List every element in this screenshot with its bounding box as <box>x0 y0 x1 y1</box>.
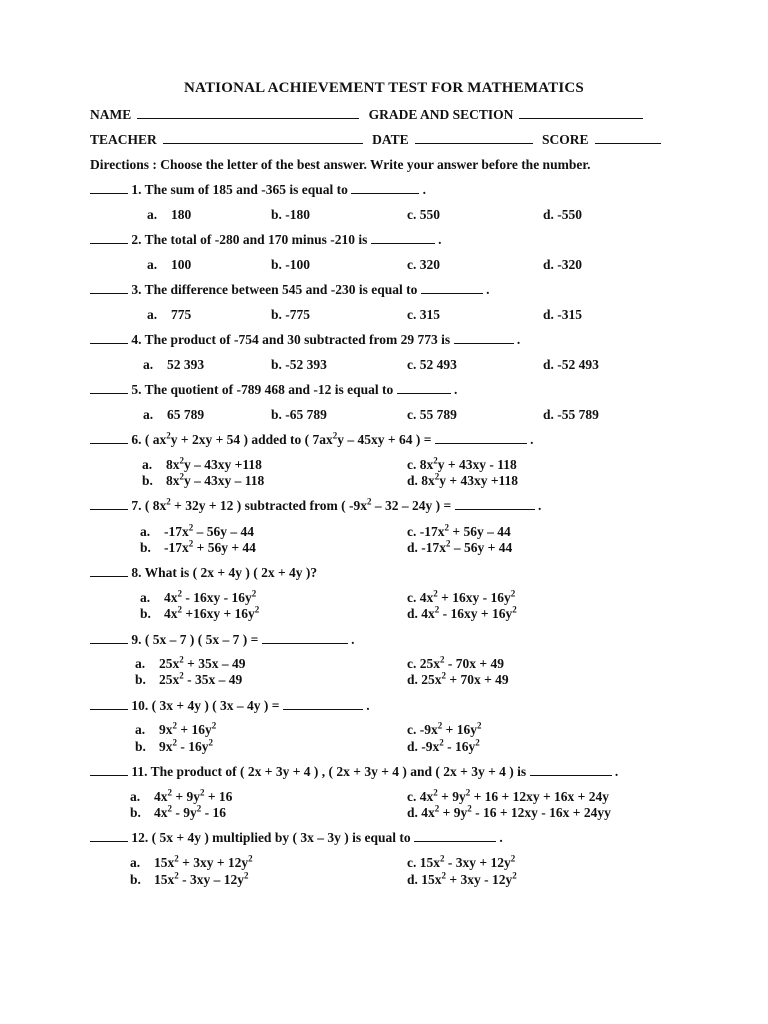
choice-letter: d. <box>543 307 554 322</box>
choice-a <box>147 207 191 223</box>
question-text: The product of -754 and 30 subtracted from 29 773 is <box>144 332 451 347</box>
score-label: SCORE <box>542 132 589 147</box>
choice-letter: b. <box>271 207 282 222</box>
choice-d <box>543 357 599 373</box>
answer-blank[interactable] <box>90 282 128 294</box>
question-5 <box>90 382 457 398</box>
fill-blank <box>421 282 483 294</box>
choice-c: c. $4x^2 + 9y^2 + 16 + 12xy + 16x + 24y$ <box>407 787 609 804</box>
choice-d: d. $-9x^2 - 16y^2$ <box>407 737 480 754</box>
choice-b: b. $4x^2 - 9y^2 - 16$ <box>130 803 226 820</box>
choice-c <box>407 207 440 223</box>
question-1 <box>90 182 426 198</box>
choice-letter: d. <box>543 257 554 272</box>
choice-letter: c. <box>407 307 417 322</box>
choice-c: c. $4x^2 + 16xy - 16y^2$ <box>407 588 516 605</box>
question-end: . <box>486 282 490 297</box>
choice-letter: c. <box>407 357 417 372</box>
choice-value: -55 789 <box>557 407 599 422</box>
choice-letter: a. <box>143 407 154 422</box>
question-2 <box>90 232 442 248</box>
choice-letter: a. <box>147 307 158 322</box>
choice-a: a. $-17x^2 - 56y - 44$ <box>140 522 254 539</box>
choice-value: -65 789 <box>285 407 327 422</box>
choice-letter: a. <box>143 357 154 372</box>
answer-blank[interactable] <box>90 498 128 510</box>
choice-a <box>143 407 204 423</box>
choice-value: -180 <box>285 207 311 222</box>
answer-blank[interactable] <box>90 698 128 710</box>
teacher-label: TEACHER <box>90 132 157 147</box>
choice-letter: a. <box>147 207 158 222</box>
choice-d: d. $8x^2y + 43xy +118$ <box>407 471 519 488</box>
choice-value: -320 <box>557 257 583 272</box>
choice-d <box>543 407 599 423</box>
question-text: The quotient of -789 468 and -12 is equal to <box>144 382 394 397</box>
choice-b <box>271 307 310 323</box>
choice-letter: c. <box>407 207 417 222</box>
answer-blank[interactable] <box>90 382 128 394</box>
choice-value: -550 <box>557 207 583 222</box>
choice-d: d. $25x^2 + 70x + 49$ <box>407 670 509 687</box>
choice-b: b. $25x^2 - 35x - 49$ <box>135 670 243 687</box>
choice-letter: c. <box>407 407 417 422</box>
fill-blank <box>371 232 435 244</box>
choice-value: -52 393 <box>285 357 327 372</box>
grade-blank[interactable] <box>519 106 643 119</box>
name-row <box>90 106 649 123</box>
choice-a: a. $8x^2y - 43xy +118$ <box>142 455 262 472</box>
directions: Directions : Choose the letter of the best answer. Write your answer before the number. <box>90 157 591 172</box>
choice-value: -52 493 <box>557 357 599 372</box>
choice-b <box>271 357 327 373</box>
choice-letter: d. <box>543 357 554 372</box>
choice-b <box>271 207 310 223</box>
choice-c <box>407 307 440 323</box>
choice-c <box>407 357 457 373</box>
answer-blank[interactable] <box>90 332 128 344</box>
fill-blank <box>351 182 419 194</box>
answer-blank[interactable] <box>90 565 128 577</box>
answer-blank[interactable] <box>90 632 128 644</box>
name-label: NAME <box>90 107 132 122</box>
choice-letter: d. <box>543 207 554 222</box>
question-7: 7. ( $8x^2 + 32y + 12$ ) subtracted from ( $-9x^2 - 32 - 24y$ ) = . <box>90 498 541 514</box>
date-label: DATE <box>372 132 409 147</box>
choice-letter: c. <box>407 257 417 272</box>
fill-blank <box>397 382 451 394</box>
answer-blank[interactable] <box>90 764 128 776</box>
answer-blank[interactable] <box>90 830 128 842</box>
choice-a <box>143 357 204 373</box>
question-text: The difference between 545 and -230 is equal to <box>144 282 418 297</box>
choice-d: d. $4x^2 - 16xy + 16y^2$ <box>407 604 517 621</box>
choice-value: -315 <box>557 307 583 322</box>
question-number: 1. <box>131 182 142 197</box>
grade-label: GRADE AND SECTION <box>368 107 514 122</box>
choice-value: 775 <box>171 307 192 322</box>
question-end: . <box>516 332 521 347</box>
choice-b: b. $4x^2 +16xy + 16y^2$ <box>140 604 260 621</box>
question-12: 12. ( 5x + 4y ) multiplied by ( 3x – 3y ) is equal to . <box>90 830 503 846</box>
choice-a <box>147 257 191 273</box>
choice-c: c. $8x^2y + 43xy - 118$ <box>407 455 517 472</box>
choice-value: -100 <box>285 257 311 272</box>
question-end: . <box>438 232 442 247</box>
choice-letter: b. <box>271 407 282 422</box>
choice-d <box>543 257 582 273</box>
choice-letter: b. <box>271 307 282 322</box>
choice-letter: b. <box>271 357 282 372</box>
question-3 <box>90 282 490 298</box>
choice-b <box>271 407 327 423</box>
choice-value: 52 393 <box>167 357 205 372</box>
choice-d: d. $15x^2 + 3xy - 12y^2$ <box>407 870 517 887</box>
question-number: 3. <box>131 282 142 297</box>
choice-c <box>407 257 440 273</box>
question-number: 4. <box>131 332 142 347</box>
choice-value: 550 <box>419 207 440 222</box>
choice-c: c. $-17x^2 + 56y - 44$ <box>407 522 511 539</box>
answer-blank[interactable] <box>90 232 128 244</box>
choice-c: c. $25x^2 - 70x + 49$ <box>407 654 504 671</box>
choice-b: b. $8x^2y - 43xy - 118$ <box>142 471 265 488</box>
choice-letter: a. <box>147 257 158 272</box>
answer-blank[interactable] <box>90 432 128 444</box>
choice-letter: d. <box>543 407 554 422</box>
choice-b: b. $-17x^2 + 56y + 44$ <box>140 538 256 555</box>
choice-letter: b. <box>271 257 282 272</box>
question-8: 8. What is ( 2x + 4y ) ( 2x + 4y )? <box>90 565 317 581</box>
choice-d <box>543 207 582 223</box>
choice-value: 320 <box>419 257 440 272</box>
question-end: . <box>454 382 458 397</box>
date-blank[interactable] <box>415 131 533 144</box>
fill-blank <box>454 332 514 344</box>
choice-value: 65 789 <box>167 407 205 422</box>
choice-c: c. $-9x^2 + 16y^2$ <box>407 720 482 737</box>
choice-value: 180 <box>171 207 192 222</box>
teacher-blank[interactable] <box>163 131 363 144</box>
question-11: 11. The product of ( 2x + 3y + 4 ) , ( 2x + 3y + 4 ) and ( 2x + 3y + 4 ) is . <box>90 764 618 780</box>
choice-d: d. $4x^2 + 9y^2 - 16 + 12xy - 16x + 24yy$ <box>407 803 611 820</box>
choice-b: b. $9x^2 - 16y^2$ <box>135 737 213 754</box>
choice-value: 315 <box>419 307 440 322</box>
choice-a: a. $15x^2 + 3xy + 12y^2$ <box>130 853 253 870</box>
question-9: 9. ( 5x – 7 ) ( 5x – 7 ) = . <box>90 632 354 648</box>
name-blank[interactable] <box>137 106 359 119</box>
choice-c <box>407 407 457 423</box>
choice-d <box>543 307 582 323</box>
choice-a: a. $4x^2 + 9y^2 + 16$ <box>130 787 233 804</box>
teacher-row <box>90 131 667 148</box>
question-text: The total of -280 and 170 minus -210 is <box>144 232 368 247</box>
choice-c: c. $15x^2 - 3xy + 12y^2$ <box>407 853 516 870</box>
page-title: NATIONAL ACHIEVEMENT TEST FOR MATHEMATICS <box>184 80 584 96</box>
question-end: . <box>422 182 427 197</box>
choice-d: d. $-17x^2 - 56y + 44$ <box>407 538 513 555</box>
choice-a: a. $25x^2 + 35x - 49$ <box>135 654 246 671</box>
answer-blank[interactable] <box>90 182 128 194</box>
choice-b: b. $15x^2 - 3xy - 12y^2$ <box>130 870 249 887</box>
question-number: 5. <box>131 382 142 397</box>
choice-a: a. $4x^2 - 16xy - 16y^2$ <box>140 588 257 605</box>
question-text: The sum of 185 and -365 is equal to <box>144 182 348 197</box>
choice-value: 100 <box>171 257 192 272</box>
choice-value: 52 493 <box>419 357 457 372</box>
choice-a <box>147 307 191 323</box>
choice-value: -775 <box>285 307 311 322</box>
choice-value: 55 789 <box>419 407 457 422</box>
choice-b <box>271 257 310 273</box>
choice-a: a. $9x^2 + 16y^2$ <box>135 720 217 737</box>
question-6: 6. ( $ax^2y + 2xy + 54$ ) added to ( $7ax^2y - 45xy + 64$ ) = . <box>90 432 534 448</box>
question-number: 2. <box>131 232 142 247</box>
question-10: 10. ( 3x + 4y ) ( 3x – 4y ) = . <box>90 698 370 714</box>
score-blank[interactable] <box>595 131 661 144</box>
question-4 <box>90 332 520 348</box>
